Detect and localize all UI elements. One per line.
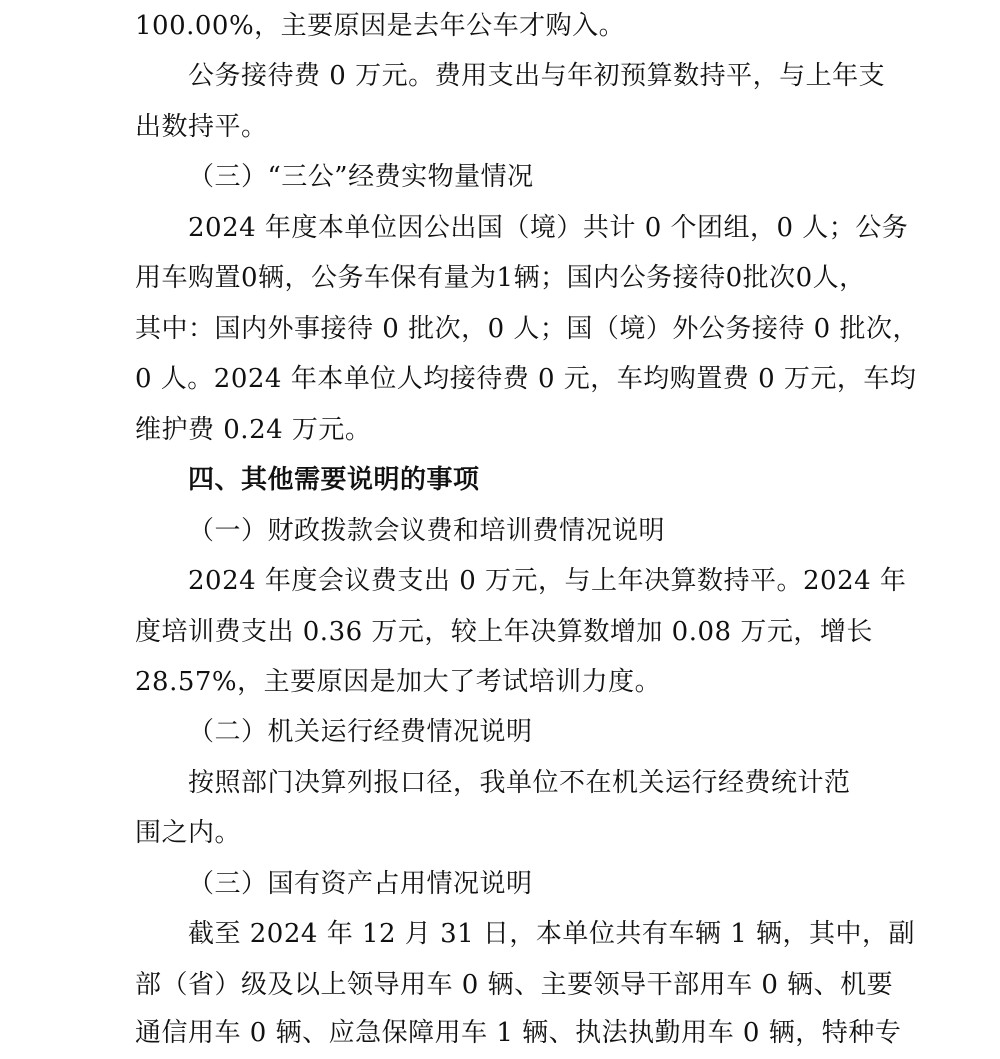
- paragraph-line: 其中：国内外事接待 0 批次，0 人；国（境）外公务接待 0 批次，: [135, 314, 919, 344]
- section-heading: 四、其他需要说明的事项: [188, 465, 480, 495]
- paragraph-line: 用车购置0辆，公务车保有量为1辆；国内公务接待0批次0人，: [135, 263, 866, 293]
- paragraph-line: 度培训费支出 0.36 万元，较上年决算数增加 0.08 万元，增长: [135, 617, 873, 647]
- paragraph-line: 截至 2024 年 12 月 31 日，本单位共有车辆 1 辆，其中，副: [188, 919, 915, 949]
- paragraph-line: 部（省）级及以上领导用车 0 辆、主要领导干部用车 0 辆、机要: [135, 970, 894, 1000]
- subsection-heading: （一）财政拨款会议费和培训费情况说明: [188, 516, 666, 546]
- paragraph-line: 2024 年度会议费支出 0 万元，与上年决算数持平。2024 年: [188, 566, 907, 596]
- paragraph-line: 2024 年度本单位因公出国（境）共计 0 个团组，0 人；公务: [188, 213, 909, 243]
- subsection-heading: （二）机关运行经费情况说明: [188, 717, 533, 747]
- paragraph-line: 按照部门决算列报口径，我单位不在机关运行经费统计范: [188, 768, 851, 798]
- subsection-heading: （三）国有资产占用情况说明: [188, 869, 533, 899]
- paragraph-line: 0 人。2024 年本单位人均接待费 0 元，车均购置费 0 万元，车均: [135, 364, 917, 394]
- paragraph-line: 100.00%，主要原因是去年公车才购入。: [135, 11, 626, 41]
- paragraph-line: 公务接待费 0 万元。费用支出与年初预算数持平，与上年支: [188, 61, 886, 91]
- paragraph-line: 围之内。: [135, 818, 242, 848]
- paragraph-line: 维护费 0.24 万元。: [135, 415, 372, 445]
- paragraph-line: 出数持平。: [135, 112, 268, 142]
- subsection-heading: （三）“三公”经费实物量情况: [188, 162, 534, 192]
- paragraph-line: 28.57%，主要原因是加大了考试培训力度。: [135, 667, 662, 697]
- paragraph-line: 通信用车 0 辆、应急保障用车 1 辆、执法执勤用车 0 辆，特种专: [135, 1018, 902, 1048]
